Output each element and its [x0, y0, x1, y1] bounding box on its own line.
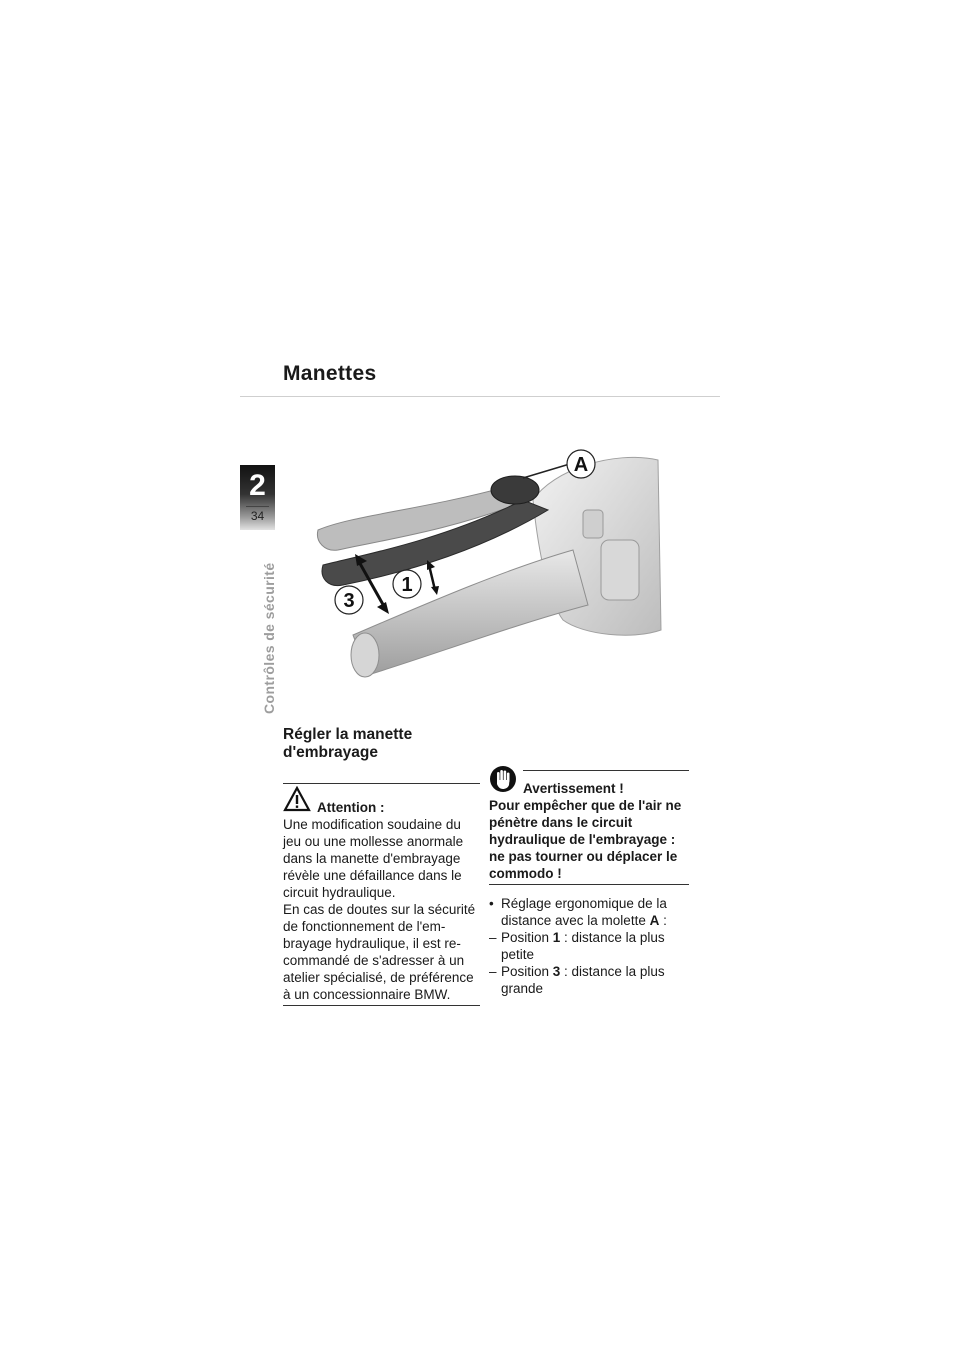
- warning-text: Pour empêcher que de l'air ne pénètre dans le circuit hydraulique de l'embrayage : ne pas tourner ou déplacer le commodo !: [489, 798, 682, 881]
- attention-box: [283, 783, 480, 1006]
- switch-button: [601, 540, 639, 600]
- dash-mark: –: [489, 930, 497, 945]
- adjuster-knob: [491, 476, 539, 504]
- switch-button-small: [583, 510, 603, 538]
- arrow-head-1-bottom: [431, 586, 439, 595]
- attention-bottom-rule: [283, 1005, 480, 1006]
- warning-top-rule: [523, 770, 689, 771]
- position-3-text: : distance la plus grande: [501, 964, 665, 996]
- callout-label-a: A: [573, 454, 589, 476]
- reference-1: 1: [552, 930, 561, 945]
- attention-title: Attention :: [317, 800, 385, 815]
- list-item-text: [501, 963, 689, 997]
- list-item: [489, 895, 689, 929]
- clutch-lever-photo: [283, 430, 663, 700]
- chapter-side-label: Contrôles de sécurité: [261, 562, 277, 714]
- attention-header: [283, 786, 480, 816]
- warning-title: Avertissement !: [523, 781, 624, 796]
- position-1-prefix: Position: [501, 930, 553, 945]
- dash-mark: –: [489, 964, 497, 979]
- attention-paragraph-1: Une modification soudaine du jeu ou une mollesse anormale dans la manette d'embrayage révèle une défaillance dans le circuit hydraulique.: [283, 817, 464, 900]
- list-item-text: [501, 895, 689, 929]
- page-number: 34: [250, 509, 265, 523]
- bullet-text: Réglage ergonomique de la distance avec la molette: [501, 896, 667, 928]
- list-item: [489, 963, 689, 997]
- page-title: Manettes: [283, 362, 377, 385]
- warning-box: [489, 765, 689, 997]
- grip-end: [351, 633, 379, 677]
- title-divider: [240, 396, 720, 397]
- list-item-text: [501, 929, 689, 963]
- warning-header: [489, 765, 689, 797]
- position-1-text: : distance la plus petite: [501, 930, 665, 962]
- instruction-list: [489, 895, 689, 997]
- chapter-tab: [240, 465, 275, 530]
- bullet-suffix: :: [659, 913, 667, 928]
- attention-top-rule: [283, 783, 480, 784]
- stop-hand-icon: [489, 765, 517, 797]
- chapter-divider: [246, 506, 269, 507]
- list-item: [489, 929, 689, 963]
- callout-label-3: 3: [343, 590, 355, 612]
- arrow-head-3-bottom: [377, 602, 389, 614]
- chapter-number: 2: [249, 469, 266, 502]
- warning-bottom-rule: [489, 884, 689, 885]
- warning-triangle-icon: [283, 786, 311, 816]
- attention-paragraph-2: En cas de doutes sur la sécurité de fonctionnement de l'em-brayage hydraulique, il est re-commandé de s'adresser à un atelier spécialisé, de préférence à un concessionnaire BMW.: [283, 902, 476, 1002]
- section-heading: Régler la manette d'embrayage: [283, 726, 413, 761]
- callout-label-1: 1: [401, 574, 413, 596]
- position-3-prefix: Position: [501, 964, 553, 979]
- reference-3: 3: [552, 964, 561, 979]
- bullet-mark: •: [489, 896, 494, 911]
- reference-a: A: [649, 913, 660, 928]
